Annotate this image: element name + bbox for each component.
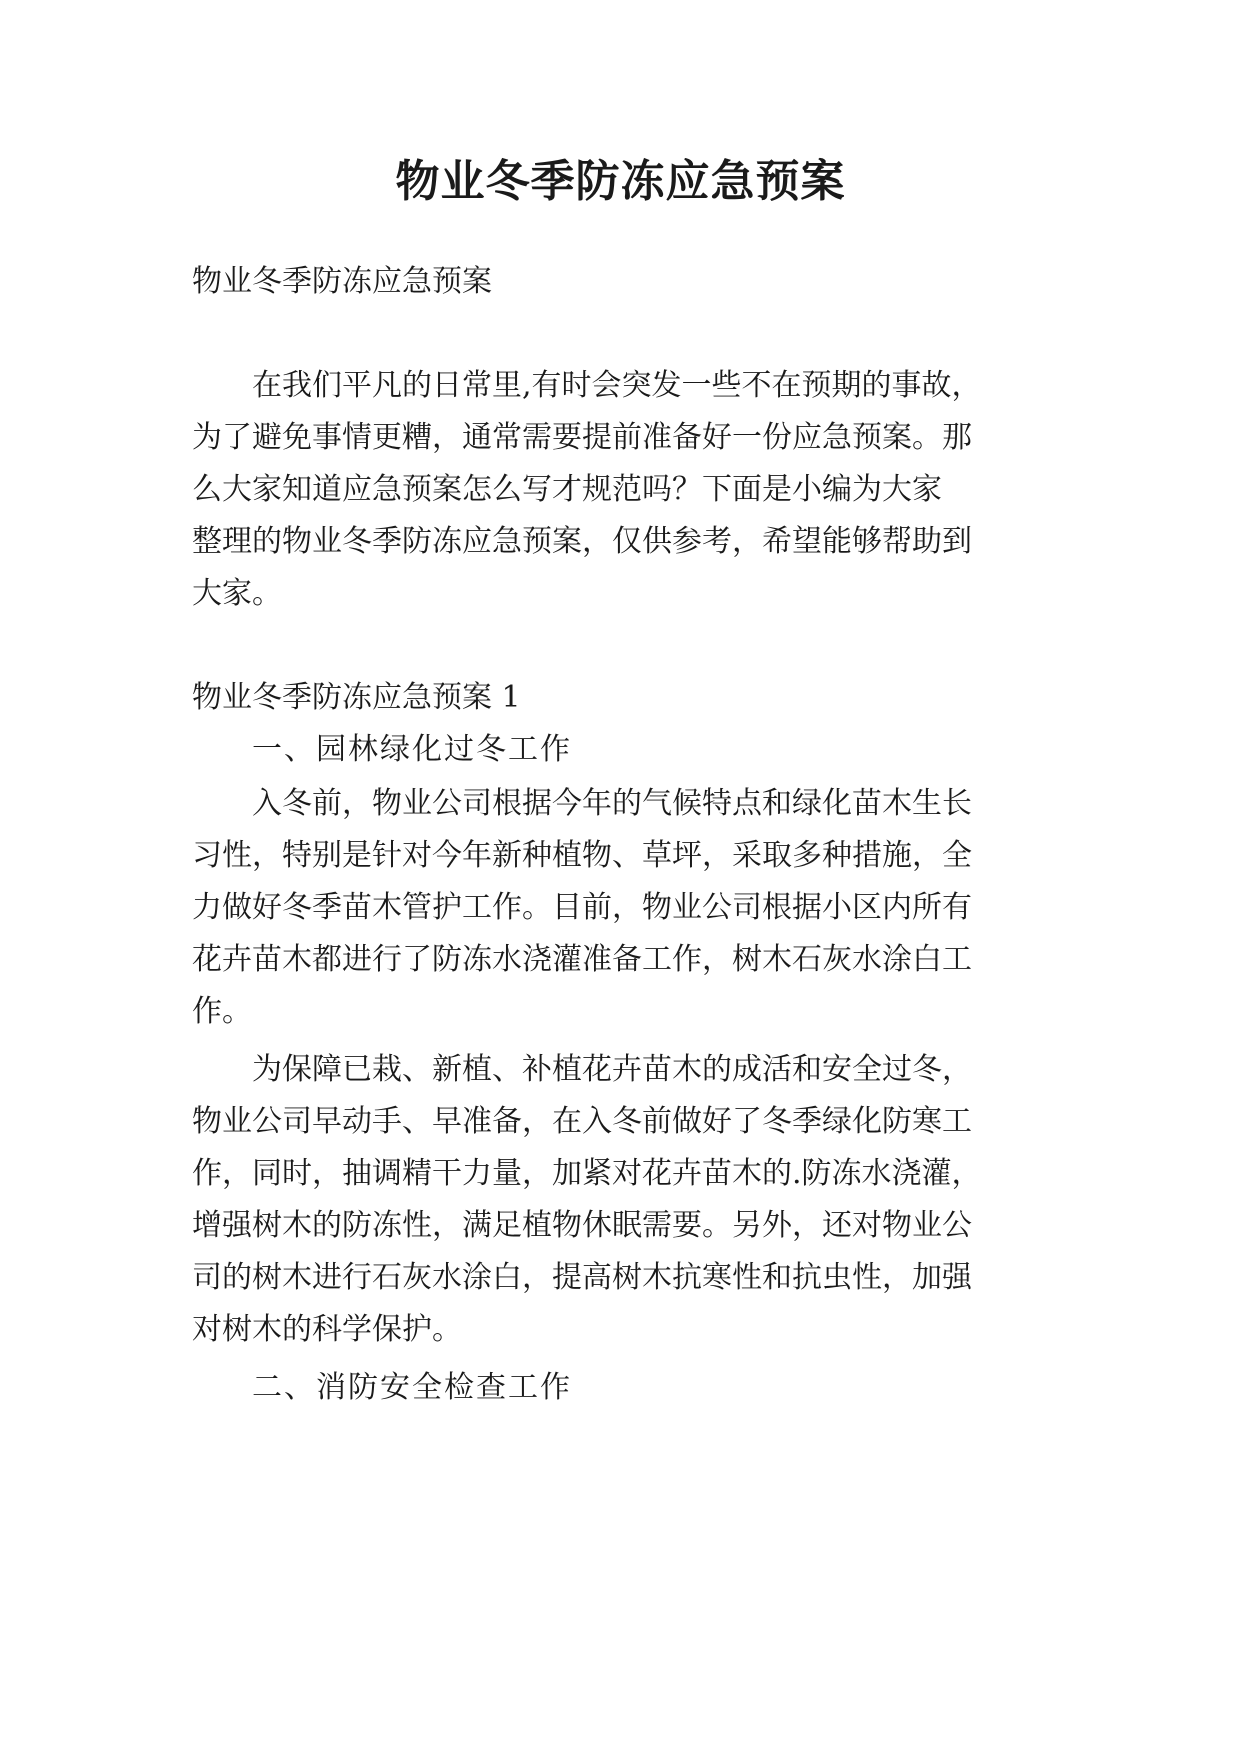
intro-line-4: 整理的物业冬季防冻应急预案，仅供参考，希望能够帮助到 bbox=[192, 524, 972, 559]
intro-line-2: 为了避免事情更糟，通常需要提前准备好一份应急预案。那 bbox=[192, 420, 972, 455]
section-title: 物业冬季防冻应急预案 1 bbox=[192, 680, 521, 715]
heading-2: 二、消防安全检查工作 bbox=[252, 1370, 572, 1405]
intro-line-5: 大家。 bbox=[192, 576, 282, 611]
para-2-line-3: 作，同时，抽调精干力量，加紧对花卉苗木的.防冻水浇灌， bbox=[192, 1156, 982, 1191]
para-1-line-4: 花卉苗木都进行了防冻水浇灌准备工作，树木石灰水涂白工 bbox=[192, 942, 972, 977]
para-1-line-5: 作。 bbox=[192, 994, 252, 1029]
document-subtitle: 物业冬季防冻应急预案 bbox=[192, 264, 492, 299]
para-2-line-1: 为保障已栽、新植、补植花卉苗木的成活和安全过冬， bbox=[252, 1052, 972, 1087]
para-2-line-6: 对树木的科学保护。 bbox=[192, 1312, 462, 1347]
para-1-line-3: 力做好冬季苗木管护工作。目前，物业公司根据小区内所有 bbox=[192, 890, 972, 925]
heading-1: 一、园林绿化过冬工作 bbox=[252, 732, 572, 767]
para-2-line-4: 增强树木的防冻性，满足植物休眠需要。另外，还对物业公 bbox=[192, 1208, 972, 1243]
intro-line-1: 在我们平凡的日常里,有时会突发一些不在预期的事故， bbox=[252, 368, 982, 403]
intro-line-3: 么大家知道应急预案怎么写才规范吗？下面是小编为大家 bbox=[192, 472, 942, 507]
document-title: 物业冬季防冻应急预案 bbox=[395, 156, 846, 207]
para-2-line-2: 物业公司早动手、早准备，在入冬前做好了冬季绿化防寒工 bbox=[192, 1104, 972, 1139]
para-2-line-5: 司的树木进行石灰水涂白，提高树木抗寒性和抗虫性，加强 bbox=[192, 1260, 972, 1295]
para-1-line-2: 习性，特别是针对今年新种植物、草坪，采取多种措施，全 bbox=[192, 838, 972, 873]
para-1-line-1: 入冬前，物业公司根据今年的气候特点和绿化苗木生长 bbox=[252, 786, 972, 821]
